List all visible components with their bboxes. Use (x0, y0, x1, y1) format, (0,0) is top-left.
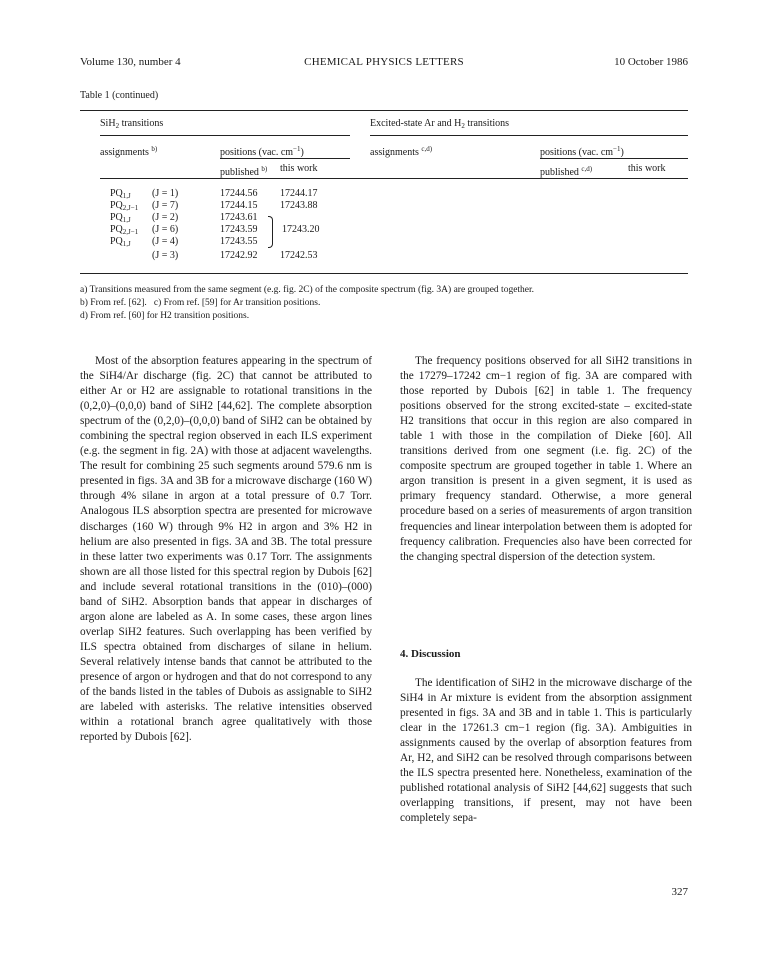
positions-rule-left (220, 158, 350, 159)
footnote-a: a) Transitions measured from the same segment (e.g. fig. 2C) of the composite spectrum (fig. 3A) are grouped together. (80, 285, 535, 295)
footnote-bc (80, 297, 700, 310)
grouping-brace (268, 216, 273, 248)
col-this-work: this work (280, 163, 318, 174)
col-this-work-2: this work (628, 163, 666, 174)
body-paragraph: Most of the absorption features appearing in the spectrum of the SiH4/Ar discharge (fig. 2C) that cannot be attributed to either Ar or H2 are assignable to rotational transitions in the (0,2,0)–(0,0,0) band of SiH2 [44,62]. The complete absorption spectrum of the (0,2,0)–(0,0,0) band of SiH2 can be obtained by combining the spectral region observed in each ILS experiment (e.g. the segment in fig. 2A) with those at adjacent wavelengths. The result for combining 25 such segments around 579.6 nm is presented in figs. 3A and 3B for a microwave discharge (160 W) through 4% silane in argon at a total pressure of 0.7 Torr. Analogous ILS absorption spectra are presented for microwave discharges (160 W) through 9% H2 in argon and 3% H2 in helium are also presented in figs. 3A and 3B. The total pressure in these latter two experiments was 0.17 Torr. The assignments shown are all those listed for this spectral region by Dubois [62] and include several rotational transitions in the (010)–(000) band of SiH2. Absorption bands that appear in discharges of argon alone are labeled as A. In some cases, these argon lines overlap SiH2 features. Such overlapping has been verified by ILS spectra obtained from discharges of silane in helium. Several relatively intense bands that cannot be attributed to the presence of argon or hydrogen and that do not correspond to any of the bands listed in the tables of Dubois as assignable to SiH2 are labeled with asterisks. The relative intensities observed within a rotational branch agree qualitatively with those reported by Dubois [62]. (80, 355, 372, 744)
col-published: published $^{b)}$ (220, 165, 268, 178)
table-caption: Table 1 (continued) (80, 90, 159, 101)
row-this-work: 17244.17 (280, 188, 318, 199)
col-assignments: assignments $^{b)}$ (100, 145, 158, 158)
journal-title: CHEMICAL PHYSICS LETTERS (304, 56, 464, 68)
table-bottom-rule (80, 273, 688, 274)
table-row: $PQ_{1,J}$ (110, 212, 131, 224)
footnote-b: b) From ref. [62]. (80, 298, 147, 308)
table-row: $PQ_{1,J}$ (110, 236, 131, 248)
col-positions-2: positions (vac. $cm^{-1}$) (540, 145, 624, 158)
row-published: 17243.59 (220, 224, 258, 235)
row-published: 17243.55 (220, 236, 258, 247)
row-this-work: 17243.88 (280, 200, 318, 211)
row-published: 17243.61 (220, 212, 258, 223)
group-header-sih2: SiH$_2$ transitions (100, 118, 164, 130)
header-bottom-rule (100, 178, 688, 179)
running-head (80, 54, 688, 70)
positions-rule-right (540, 158, 688, 159)
row-published: 17242.92 (220, 250, 258, 261)
group-header-ar-h2: Excited-state Ar and $H_2$ transitions (370, 118, 510, 130)
right-column-bottom (400, 676, 692, 826)
row-j: (J = 4) (152, 236, 179, 247)
body-paragraph: The identification of SiH2 in the microwave discharge of the SiH4 in Ar mixture is evident from the absorption assignment presented in figs. 3A and 3B and in table 1. This is particularly clear in the 17261.3 cm−1 region (fig. 3A). Ambiguities in assignments caused by the overlap of absorption features from Ar, H2, and SiH2 can be resolved through comparisons between the ILS spectra presented here. Nonetheless, examination of the published rotational analysis of SiH2 [44,62] suggests that such overlapping transitions, if present, may not have been completely sepa- (400, 677, 692, 825)
row-j: (J = 2) (152, 212, 179, 223)
issue-date: 10 October 1986 (614, 56, 688, 68)
body-paragraph: The frequency positions observed for all SiH2 transitions in the 17279–17242 cm−1 region of fig. 3A are compared with those reported by Dubois [62] in table 1. The frequency positions observed for the strong excited-state – excited-state H2 transitions that occur in this region are also compared in table 1 with those in the compilation of Dieke [60]. All transitions derived from one segment (i.e. fig. 2C) of the composite spectrum are grouped together in table 1. Where an argon transition is present in a given segment, it is used as primary frequency standard. Otherwise, a more general procedure based on a series of measurements of argon transition frequencies and linear interpolation between them is adopted for frequency calibration. Frequencies also have been corrected for the changing spectral dispersion of the detection system. (400, 355, 692, 563)
table-row: $PQ_{1,J}$ (110, 188, 131, 200)
table-row: $PQ_{2,J-1}$ (110, 200, 139, 212)
row-published: 17244.15 (220, 200, 258, 211)
col-assignments-2: assignments $^{c,d)}$ (370, 145, 433, 158)
row-j: (J = 6) (152, 224, 179, 235)
group-rule-right (370, 135, 688, 136)
col-positions: positions (vac. $cm^{-1}$) (220, 145, 304, 158)
row-j: (J = 7) (152, 200, 179, 211)
col-published-2: published $^{c,d)}$ (540, 165, 593, 178)
section-heading: 4. Discussion (400, 648, 461, 660)
row-j: (J = 1) (152, 188, 179, 199)
row-this-work: 17243.20 (282, 224, 320, 235)
group-rule-left (100, 135, 350, 136)
row-this-work: 17242.53 (280, 250, 318, 261)
footnote-d: d) From ref. [60] for H2 transition positions. (80, 311, 250, 321)
volume-label: Volume 130, number 4 (80, 56, 181, 68)
footnote-c: c) From ref. [59] for Ar transition positions. (153, 298, 321, 308)
page-number: 327 (671, 886, 688, 898)
table-row: $PQ_{2,J-1}$ (110, 224, 139, 236)
row-published: 17244.56 (220, 188, 258, 199)
table-top-rule (80, 110, 688, 111)
left-column (80, 354, 372, 745)
row-j: (J = 3) (152, 250, 179, 261)
table-footnotes (80, 284, 700, 323)
right-column-top (400, 354, 692, 565)
